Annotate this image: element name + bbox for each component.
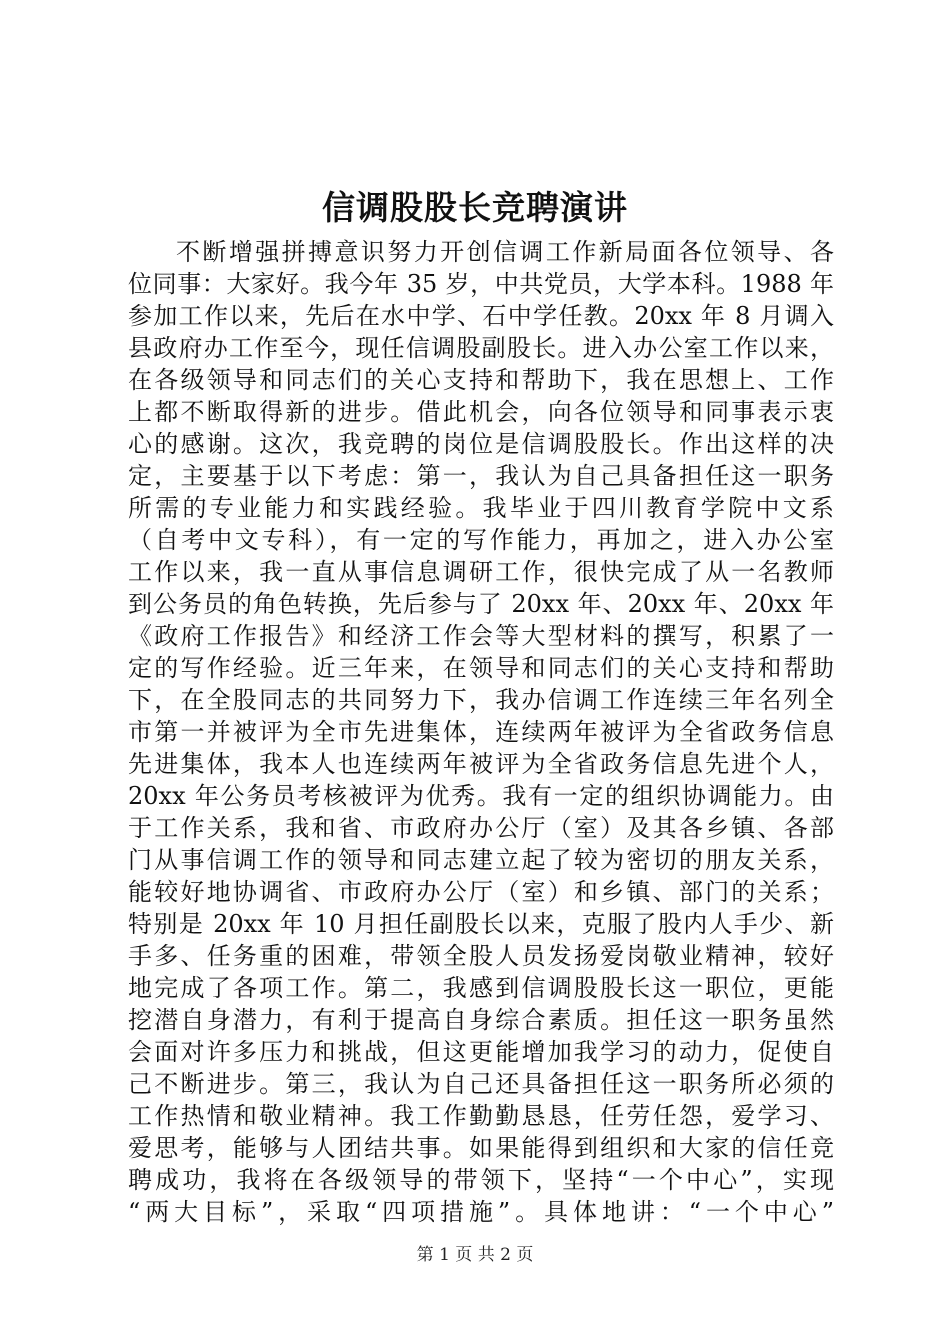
body-line: 手多、任务重的困难，带领全股人员发扬爱岗敬业精神，较好: [128, 942, 834, 970]
body-line: 县政府办工作至今，现任信调股副股长。进入办公室工作以来，: [128, 334, 834, 362]
body-line: 参加工作以来，先后在水中学、石中学任教。20xx 年 8 月调入: [128, 302, 834, 330]
body-line: 己不断进步。第三，我认为自己还具备担任这一职务所必须的: [128, 1070, 834, 1098]
body-line: 挖潜自身潜力，有利于提高自身综合素质。担任这一职务虽然: [128, 1006, 834, 1034]
document-title: 信调股股长竞聘演讲: [322, 188, 628, 227]
body-line: 在各级领导和同志们的关心支持和帮助下，我在思想上、工作: [128, 366, 834, 394]
body-line: 定的写作经验。近三年来，在领导和同志们的关心支持和帮助: [128, 654, 834, 682]
body-line: 地完成了各项工作。第二，我感到信调股股长这一职位，更能: [128, 974, 834, 1002]
body-line: 门从事信调工作的领导和同志建立起了较为密切的朋友关系，: [128, 846, 834, 874]
body-line: 不断增强拼搏意识努力开创信调工作新局面各位领导、各: [176, 238, 834, 266]
page-number-footer: 第 1 页 共 2 页: [416, 1245, 534, 1265]
body-line: 于工作关系，我和省、市政府办公厅（室）及其各乡镇、各部: [128, 814, 834, 842]
body-line: 到公务员的角色转换，先后参与了 20xx 年、20xx 年、20xx 年: [128, 590, 834, 618]
body-line: 上都不断取得新的进步。借此机会，向各位领导和同事表示衷: [128, 398, 834, 426]
body-line: 所需的专业能力和实践经验。我毕业于四川教育学院中文系: [128, 494, 834, 522]
body-line: 聘成功，我将在各级领导的带领下，坚持“一个中心”，实现: [128, 1166, 834, 1194]
body-line: 心的感谢。这次，我竞聘的岗位是信调股股长。作出这样的决: [128, 430, 834, 458]
body-line: 下，在全股同志的共同努力下，我办信调工作连续三年名列全: [128, 686, 834, 714]
body-line: 会面对许多压力和挑战，但这更能增加我学习的动力，促使自: [128, 1038, 834, 1066]
body-line: “两大目标”，采取“四项措施”。具体地讲：“一个中心”: [128, 1198, 834, 1226]
body-line: 20xx 年公务员考核被评为优秀。我有一定的组织协调能力。由: [128, 782, 834, 810]
body-line: 先进集体，我本人也连续两年被评为全省政务信息先进个人，: [128, 750, 834, 778]
body-line: 特别是 20xx 年 10 月担任副股长以来，克服了股内人手少、新: [128, 910, 834, 938]
body-line: 工作热情和敬业精神。我工作勤勤恳恳，任劳任怨，爱学习、: [128, 1102, 834, 1130]
body-line: 市第一并被评为全市先进集体，连续两年被评为全省政务信息: [128, 718, 834, 746]
body-line: 工作以来，我一直从事信息调研工作，很快完成了从一名教师: [128, 558, 834, 586]
document-body: [128, 236, 834, 1228]
body-line: （自考中文专科），有一定的写作能力，再加之，进入办公室: [128, 526, 834, 554]
body-line: 《政府工作报告》和经济工作会等大型材料的撰写，积累了一: [128, 622, 834, 650]
body-line: 能较好地协调省、市政府办公厅（室）和乡镇、部门的关系；: [128, 878, 834, 906]
body-line: 定，主要基于以下考虑：第一，我认为自己具备担任这一职务: [128, 462, 834, 490]
body-line: 位同事：大家好。我今年 35 岁，中共党员，大学本科。1988 年: [128, 270, 834, 298]
body-line: 爱思考，能够与人团结共事。如果能得到组织和大家的信任竞: [128, 1134, 834, 1162]
